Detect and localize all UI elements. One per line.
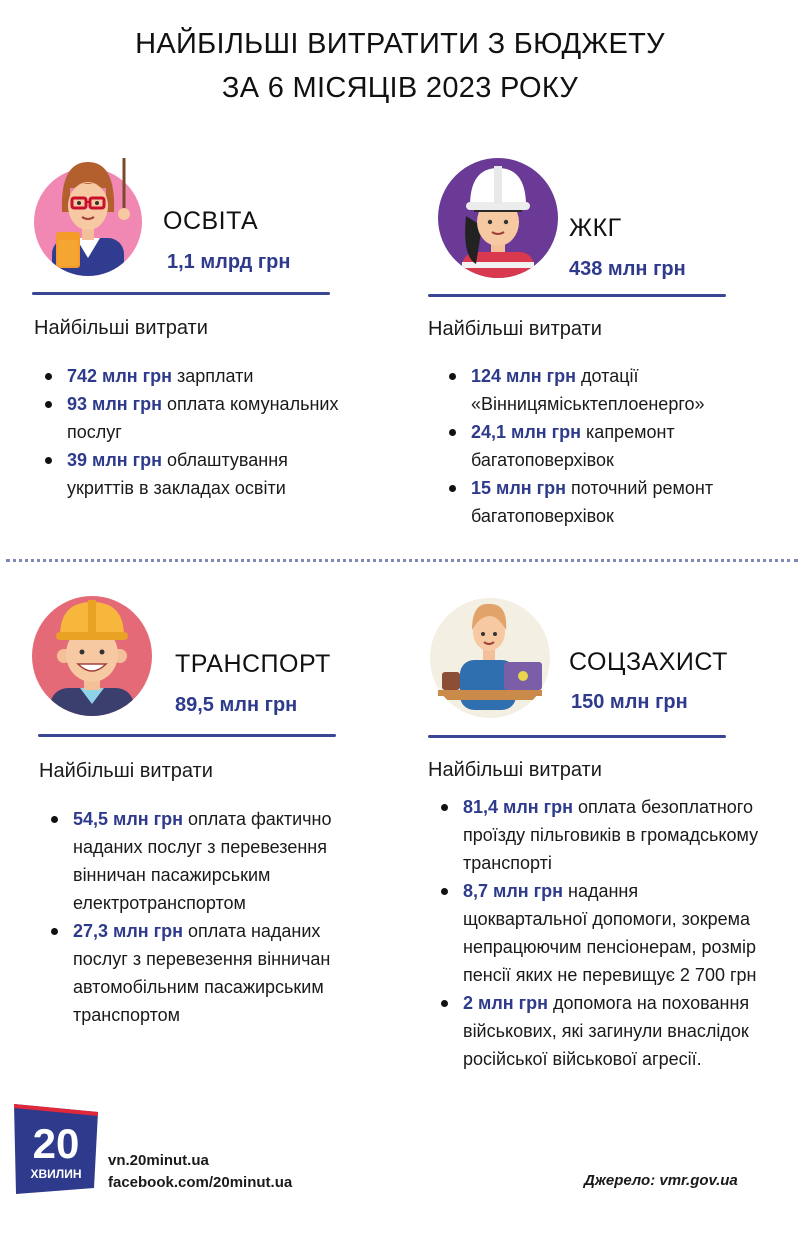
item-text: надання щоквартальної допомоги, зокрема непрацюючим пенсіонерам, розмір пенсії яких не перевищує 2 700 грн: [463, 881, 757, 985]
item-amount: 24,1 млн грн: [471, 422, 582, 442]
list-item: [435, 362, 775, 418]
logo-number: 20: [32, 1120, 80, 1167]
social-subtitle: Найбільші витрати: [428, 759, 602, 781]
education-divider: [32, 292, 330, 295]
item-amount: 2 млн грн: [463, 993, 548, 1013]
housing-name: ЖКГ: [569, 214, 622, 242]
item-amount: 742 млн грн: [67, 366, 173, 386]
title-line-2: ЗА 6 МІСЯЦІВ 2023 РОКУ: [221, 72, 579, 104]
logo-word: ХВИЛИН: [30, 1167, 82, 1181]
housing-list: [435, 362, 775, 530]
item-text: оплата комунальних послуг: [67, 394, 339, 442]
transport-name: ТРАНСПОРТ: [175, 650, 331, 678]
item-text: зарплати: [172, 366, 254, 386]
list-item: [31, 390, 351, 446]
page-title: [0, 22, 800, 110]
housing-amount: 438 млн грн: [569, 258, 686, 280]
item-amount: 27,3 млн грн: [73, 921, 184, 941]
facebook-link[interactable]: facebook.com/20minut.ua: [108, 1174, 293, 1191]
item-text: капремонт багатоповерхівок: [471, 422, 675, 470]
item-text: облаштування укриттів в закладах освіти: [67, 450, 288, 498]
footer-links: [108, 1150, 292, 1194]
item-amount: 39 млн грн: [67, 450, 163, 470]
item-amount: 8,7 млн грн: [463, 881, 564, 901]
education-list: [31, 362, 351, 502]
list-item: [435, 418, 775, 474]
builder-woman-icon: [436, 156, 560, 280]
item-amount: 93 млн грн: [67, 394, 163, 414]
site-link[interactable]: vn.20minut.ua: [108, 1152, 209, 1169]
transport-divider: [38, 734, 336, 737]
office-woman-icon: [428, 596, 552, 720]
list-item: [427, 793, 762, 877]
item-text: оплата безоплатного проїзду пільговиків в громадському транспорті: [463, 797, 759, 873]
list-item: [435, 474, 775, 530]
housing-subtitle: Найбільші витрати: [428, 318, 602, 340]
social-name: СОЦЗАХИСТ: [569, 648, 728, 676]
education-name: ОСВІТА: [163, 207, 259, 235]
item-text: допомога на поховання військових, які загинули внаслідок російської військової агресії.: [463, 993, 750, 1069]
list-item: [37, 917, 377, 1029]
social-amount: 150 млн грн: [571, 691, 688, 713]
title-line-1: НАЙБІЛЬШІ ВИТРАТИТИ З БЮДЖЕТУ: [135, 28, 665, 60]
education-subtitle: Найбільші витрати: [34, 317, 208, 339]
item-text: оплата фактично наданих послуг з перевезення вінничан пасажирським електротранспортом: [73, 809, 332, 913]
transport-amount: 89,5 млн грн: [175, 694, 298, 716]
worker-icon: [30, 594, 154, 718]
item-text: дотації «Вінницяміськтеплоенерго»: [471, 366, 705, 414]
item-amount: 124 млн грн: [471, 366, 577, 386]
20-hvylyn-logo: [14, 1104, 98, 1196]
list-item: [37, 805, 377, 917]
list-item: [427, 989, 762, 1073]
list-item: [31, 446, 351, 502]
education-amount: 1,1 млрд грн: [167, 251, 291, 273]
transport-list: [37, 805, 377, 1029]
item-amount: 81,4 млн грн: [463, 797, 574, 817]
list-item: [427, 877, 762, 989]
item-text: оплата наданих послуг з перевезення вінничан автомобільним пасажирським транспортом: [73, 921, 331, 1025]
transport-subtitle: Найбільші витрати: [39, 760, 213, 782]
housing-divider: [428, 294, 726, 297]
section-separator: [6, 559, 798, 562]
item-text: поточний ремонт багатоповерхівок: [471, 478, 714, 526]
list-item: [31, 362, 351, 390]
source-note: Джерело: vmr.gov.ua: [584, 1172, 738, 1189]
item-amount: 15 млн грн: [471, 478, 567, 498]
social-divider: [428, 735, 726, 738]
social-list: [427, 793, 762, 1073]
teacher-icon: [32, 154, 144, 278]
item-amount: 54,5 млн грн: [73, 809, 184, 829]
